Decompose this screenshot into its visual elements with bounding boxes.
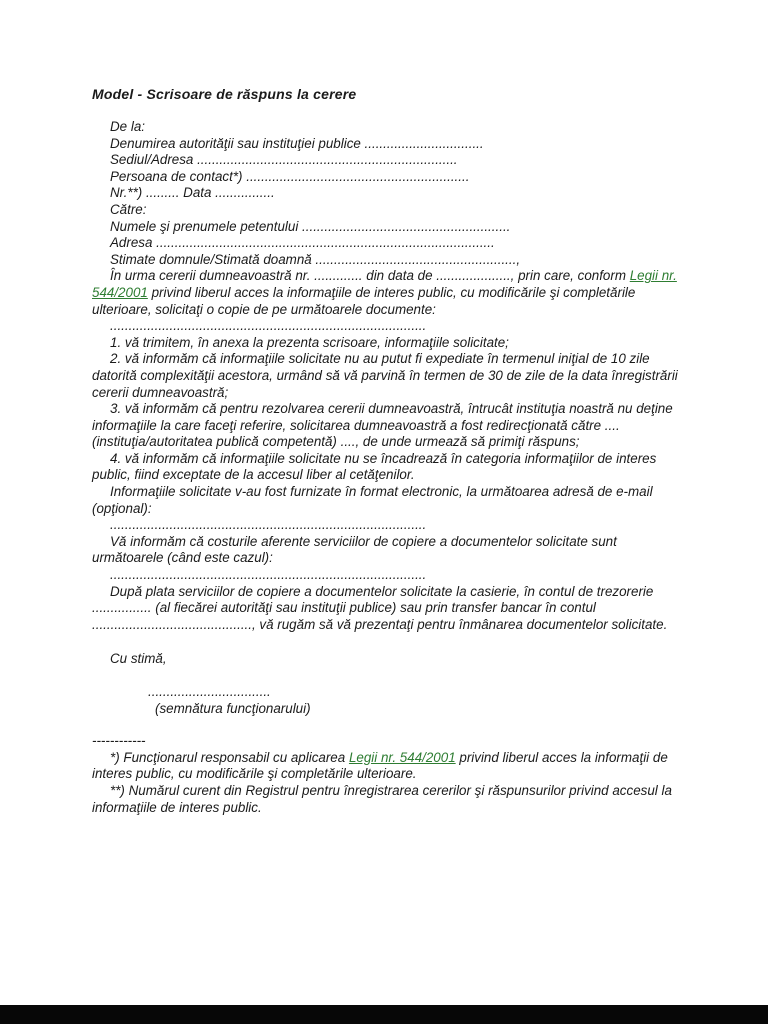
text-segment: privind liberul acces la informaţiile de interes public, cu modificările şi completările ulterioare, solicitaţi o copie de pe următoarele documente: — [92, 284, 636, 317]
paragraph — [92, 335, 682, 352]
paragraph — [92, 484, 682, 517]
paragraph — [92, 219, 682, 236]
text-segment: 4. vă informăm că informaţiile solicitate nu se încadrează în categoria informaţiilor de interes public, fiind exceptate de la accesul liber al cetăţenilor. — [92, 450, 657, 483]
footnote-1 — [92, 750, 682, 783]
text-segment: Sediul/Adresa ...................................................................... — [110, 152, 458, 168]
law-link[interactable]: Legii nr. 544/2001 — [92, 268, 677, 300]
paragraph — [92, 169, 682, 186]
text-segment: Adresa ........................................................................................... — [110, 235, 495, 251]
law-link[interactable]: Legii nr. 544/2001 — [348, 749, 456, 765]
paragraph — [92, 351, 682, 401]
text-segment: ..................................................................................... — [110, 318, 427, 334]
text-segment: De la: — [110, 119, 145, 134]
spacer — [92, 668, 682, 684]
paragraph — [92, 318, 682, 335]
text-segment: ------------ — [92, 733, 146, 749]
signature-label — [155, 701, 682, 718]
paragraph — [92, 451, 682, 484]
paragraph — [92, 235, 682, 252]
text-segment: (semnătura funcţionarului) — [155, 700, 311, 716]
text-segment: privind liberul acces la informaţii de interes public, cu modificările şi completările ulterioare. — [92, 749, 668, 782]
text-segment: ..................................................................................... — [110, 517, 427, 533]
text-segment: Denumirea autorităţii sau instituţiei publice ................................ — [110, 135, 484, 151]
paragraph — [92, 584, 682, 634]
paragraph — [92, 202, 682, 219]
text-segment: Informaţiile solicitate v-au fost furnizate în format electronic, la următoarea adresă de e-mail (opţional): — [92, 484, 653, 516]
footnote-separator — [92, 733, 682, 750]
document-body — [92, 119, 682, 816]
text-segment: Numele şi prenumele petentului ........................................................ — [110, 218, 511, 234]
text-segment: Vă informăm că costurile aferente serviciilor de copiere a documentelor solicitate sunt următoarele (când este cazul): — [92, 533, 617, 566]
text-segment: ..................................................................................... — [110, 567, 427, 583]
footnote-2 — [92, 783, 682, 816]
signature-line — [148, 684, 682, 701]
paragraph — [92, 136, 682, 153]
spacer — [92, 717, 682, 733]
text-segment: **) Numărul curent din Registrul pentru înregistrarea cererilor şi răspunsurilor privind accesul la informaţiile de interes public. — [92, 782, 672, 815]
paragraph — [92, 651, 682, 668]
text-segment: *) Funcţionarul responsabil cu aplicarea — [110, 749, 349, 765]
paragraph — [92, 567, 682, 584]
paragraph — [92, 152, 682, 169]
text-segment: Persoana de contact*) ............................................................ — [110, 168, 470, 184]
text-segment: Către: — [110, 201, 147, 217]
paragraph — [92, 252, 682, 269]
text-segment: Stimate domnule/Stimată doamnă ......................................................, — [110, 251, 521, 267]
text-segment: Cu stimă, — [110, 651, 167, 667]
text-segment: 1. vă trimitem, în anexa la prezenta scrisoare, informaţiile solicitate; — [110, 334, 509, 350]
viewer-bottom-bar — [0, 1005, 768, 1024]
paragraph — [92, 185, 682, 202]
intro-paragraph — [92, 268, 682, 318]
text-segment: 2. vă informăm că informaţiile solicitate nu au putut fi expediate în termenul iniţial de 10 zile datorită complexităţii acestora, urmând să vă parvină în termen de 30 de zile de la data înregistrării cererii dumneavoastră; — [92, 351, 678, 400]
paragraph — [92, 401, 682, 451]
paragraph — [92, 119, 682, 136]
text-segment: Nr.**) ......... Data ................ — [110, 185, 275, 201]
text-segment: După plata serviciilor de copiere a documentelor solicitate la casierie, în contul de trezorerie ................ (al fiecărei autorităţi sau instituţii publice) sau prin transfer bancar în contul ..........................................., vă rugăm să vă prezentaţi pentru înmânarea documentelor solicitate. — [92, 583, 668, 632]
text-segment: 3. vă informăm că pentru rezolvarea cererii dumneavoastră, întrucât instituţia noastră nu deţine informaţiile la care faceţi referire, solicitarea dumneavoastră a fost redirecţionată către .... (instituţia/autoritatea publică competentă) ...., de unde urmează să primiţi răspuns; — [92, 401, 673, 450]
paragraph — [92, 517, 682, 534]
spacer — [92, 633, 682, 651]
paragraph — [92, 534, 682, 567]
text-segment: ................................. — [148, 684, 271, 699]
document-title: Model - Scrisoare de răspuns la cerere — [92, 86, 357, 102]
text-segment: În urma cererii dumneavoastră nr. ............. din data de ...................., prin care, conform — [110, 268, 630, 284]
